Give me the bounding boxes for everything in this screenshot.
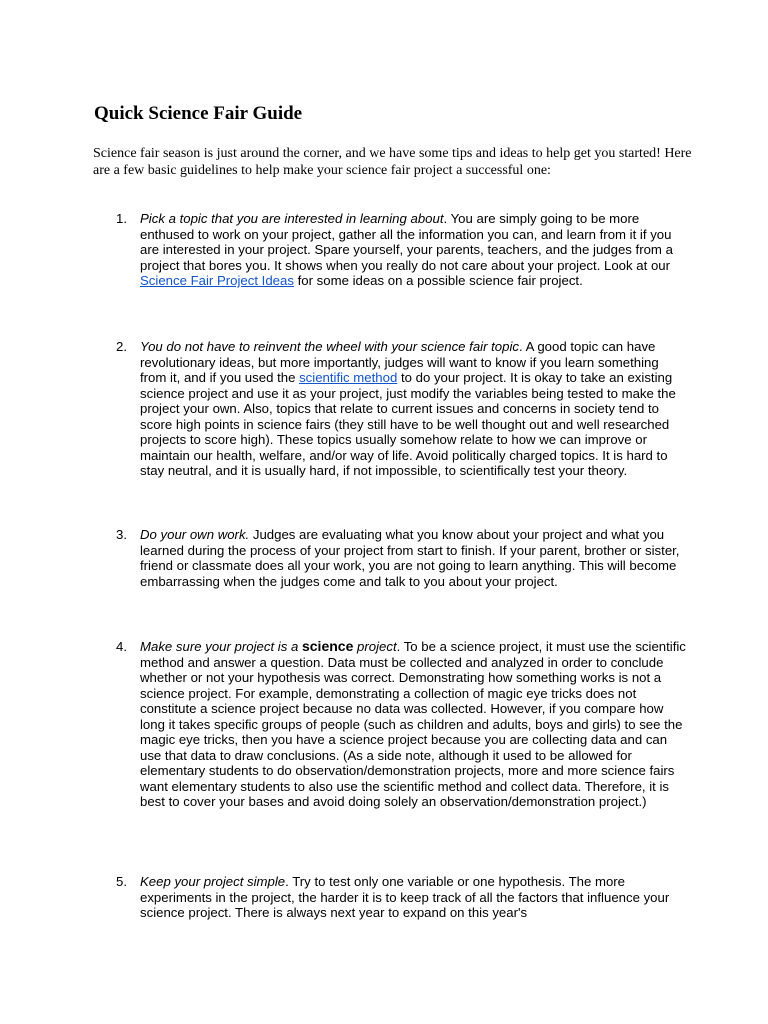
list-number: 5. [116,874,127,889]
list-item-5 [116,874,686,921]
list-number: 4. [116,639,127,654]
item-lead: Do your own work. [140,527,250,542]
item-text: Judges are evaluating what you know about your project and what you learned during the process of your project from start to finish. If your parent, brother or sister, friend or classmate does all your work, you are not going to learn anything. This will become embarrassing when the judges come and talk to you about your project. [140,527,680,589]
list-item-4 [116,639,686,810]
list-item-3 [116,527,686,589]
intro-paragraph: Science fair season is just around the corner, and we have some tips and ideas to help get you started! Here are a few basic guidelines to help make your science fair project a successful one: [93,146,692,178]
list-item-1 [116,211,686,289]
item-lead-bold: science [301,638,354,654]
item-text: . To be a science project, it must use the scientific method and answer a question. Data must be collected and analyzed in order to conclude whether or not your hypothesis was correct. Demonstrating how something works is not a science project. For example, demonstrating a collection of magic eye tricks does not constitute a science project because no data was collected. However, if you compare how long it takes specific groups of people (such as children and adults, boys and girls) to see the magic eye tricks, then you have a science project because you are collecting data and can use that data to draw conclusions. (As a side note, although it used to be allowed for elementary students to do observation/demonstration projects, more and more science fairs want elementary students to also use the scientific method and collect data. Therefore, it is best to cover your bases and avoid doing solely an observation/demonstration project.) [140,639,686,809]
list-number: 1. [116,211,127,226]
list-item-2 [116,339,686,479]
item-lead: Keep your project simple [140,874,286,889]
item-lead: You do not have to reinvent the wheel with your science fair topic [140,339,519,354]
item-lead: Make sure your project is a [140,639,302,654]
item-text: . Try to test only one variable or one hypothesis. The more experiments in the project, the harder it is to keep track of all the factors that influence your science project. There is always next year to expand on this year's [140,874,670,920]
item-lead-end: project [353,639,397,654]
science-fair-project-ideas-link[interactable]: Science Fair Project Ideas [140,273,294,288]
list-number: 2. [116,339,127,354]
item-text-cont: for some ideas on a possible science fair project. [293,273,583,288]
item-text-cont: to do your project. It is okay to take an existing science project and use it as your project, just modify the variables being tested to make the project your own. Also, topics that relate to current issues and concerns in society tend to score high points in science fairs (they still have to be well thought out and well researched projects to score high). These topics usually somehow relate to how we can improve or maintain our health, welfare, and/or way of life. Avoid politically charged topics. It is hard to stay neutral, and it is usually hard, if not impossible, to scientifically test your theory. [140,370,676,478]
list-number: 3. [116,527,127,542]
scientific-method-link[interactable]: scientific method [299,370,398,385]
item-text: . You are simply going to be more enthused to work on your project, gather all the information you can, and learn from it if you are interested in your project. Spare yourself, your parents, teachers, and the judges from a project that bores you. It shows when you really do not care about your project. Look at our [140,211,673,273]
page-title: Quick Science Fair Guide [94,103,303,124]
item-lead: Pick a topic that you are interested in learning about [140,211,444,226]
item-text: . A good topic can have revolutionary ideas, but more importantly, judges will want to know if you learn something from it, and if you used the [140,339,659,385]
